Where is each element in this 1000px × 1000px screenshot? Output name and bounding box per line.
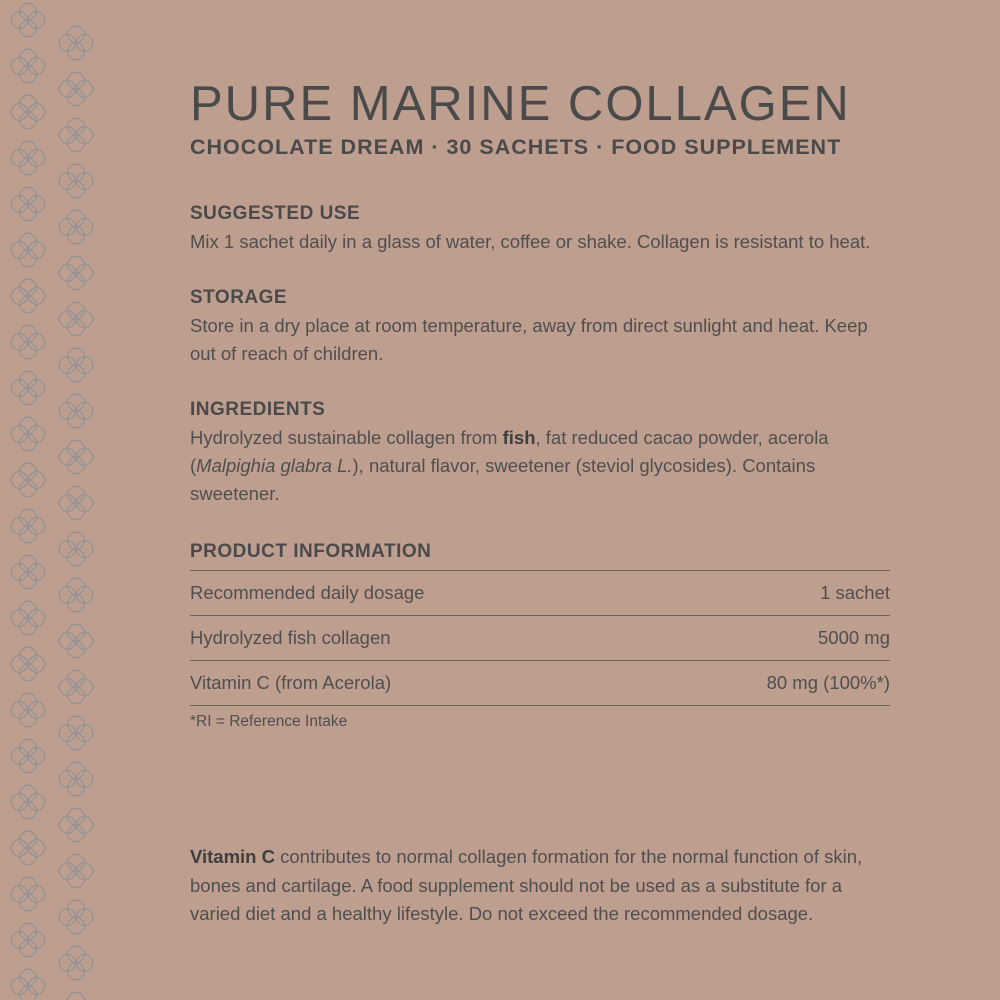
vitamin-c-text: contributes to normal collagen formation for the normal function of skin, bones and cartilage. A food supplement should not be used as a substitute for a varied diet and a healthy lifestyle. Do not exceed the recommended dosage.: [190, 846, 863, 924]
pattern-motif: [56, 943, 96, 983]
pattern-motif: [56, 299, 96, 339]
pattern-motif: [8, 46, 48, 86]
pattern-motif: [56, 161, 96, 201]
pattern-motif: [56, 529, 96, 569]
table-row: [190, 661, 890, 706]
pattern-motif: [56, 989, 96, 1000]
pattern-motif: [8, 644, 48, 684]
pattern-motif: [56, 621, 96, 661]
ingredients-part1: Hydrolyzed sustainable collagen from: [190, 427, 503, 448]
pattern-motif: [56, 391, 96, 431]
row-label: Vitamin C (from Acerola): [190, 661, 649, 706]
row-label: Hydrolyzed fish collagen: [190, 616, 649, 661]
row-value: 1 sachet: [649, 571, 890, 616]
pattern-motif: [56, 851, 96, 891]
pattern-motif: [56, 575, 96, 615]
pattern-motif: [56, 713, 96, 753]
pattern-motif: [56, 115, 96, 155]
pattern-motif: [56, 207, 96, 247]
product-information-heading: PRODUCT INFORMATION: [190, 541, 432, 562]
reference-intake-note: *RI = Reference Intake: [190, 713, 348, 730]
pattern-svg: [0, 0, 110, 1000]
table-row: [190, 571, 890, 616]
pattern-motif: [8, 736, 48, 776]
pattern-motif: [56, 69, 96, 109]
pattern-motif: [8, 782, 48, 822]
pattern-motif: [8, 690, 48, 730]
pattern-motif: [8, 874, 48, 914]
storage-heading: STORAGE: [190, 287, 288, 308]
row-label: Recommended daily dosage: [190, 571, 649, 616]
label-content: [190, 78, 890, 732]
ingredients-section: [190, 398, 890, 508]
pattern-motif: [56, 667, 96, 707]
pattern-motif: [8, 966, 48, 1000]
ingredients-part3: ), natural flavor, sweetener (steviol glycosides). Contains sweetener.: [190, 455, 816, 504]
ingredients-part2: , fat reduced cacao powder, acerola (: [190, 427, 829, 476]
pattern-motif: [56, 483, 96, 523]
pattern-motif: [56, 437, 96, 477]
pattern-motif: [8, 598, 48, 638]
pattern-motif: [8, 230, 48, 270]
pattern-motif: [8, 322, 48, 362]
pattern-motif: [8, 276, 48, 316]
ingredients-heading: INGREDIENTS: [190, 399, 326, 420]
ingredients-allergen: fish: [502, 427, 536, 448]
suggested-use-heading: SUGGESTED USE: [190, 203, 361, 224]
row-value: 80 mg (100%*): [649, 661, 890, 706]
vitamin-c-claim: [190, 843, 890, 929]
pattern-motif: [8, 460, 48, 500]
storage-section: [190, 286, 890, 368]
page-title: PURE MARINE COLLAGEN: [190, 77, 851, 131]
pattern-motif: [8, 184, 48, 224]
pattern-motif: [56, 253, 96, 293]
pattern-motif: [56, 897, 96, 937]
pattern-motif: [56, 759, 96, 799]
product-information-table: [190, 570, 890, 706]
ingredients-text: [190, 424, 890, 508]
vitamin-c-bold: Vitamin C: [190, 846, 275, 867]
table-row: [190, 616, 890, 661]
ingredients-latin-name: Malpighia glabra L.: [196, 455, 353, 476]
pattern-motif: [8, 138, 48, 178]
storage-text: Store in a dry place at room temperature, away from direct sunlight and heat. Keep out of reach of children.: [190, 315, 868, 364]
page-subtitle: CHOCOLATE DREAM · 30 SACHETS · FOOD SUPPLEMENT: [190, 135, 842, 159]
pattern-motif: [8, 920, 48, 960]
pattern-motif: [56, 23, 96, 63]
pattern-motif: [8, 92, 48, 132]
suggested-use-section: [190, 202, 890, 256]
row-value: 5000 mg: [649, 616, 890, 661]
pattern-motif: [8, 828, 48, 868]
pattern-motif: [8, 552, 48, 592]
pattern-motif: [8, 368, 48, 408]
suggested-use-text: Mix 1 sachet daily in a glass of water, coffee or shake. Collagen is resistant to heat.: [190, 231, 871, 252]
pattern-motif: [8, 506, 48, 546]
pattern-motif: [56, 805, 96, 845]
decorative-pattern: [0, 0, 110, 1000]
pattern-motif: [8, 0, 48, 40]
pattern-motif: [8, 414, 48, 454]
product-information-section: [190, 540, 890, 732]
pattern-motif: [56, 345, 96, 385]
